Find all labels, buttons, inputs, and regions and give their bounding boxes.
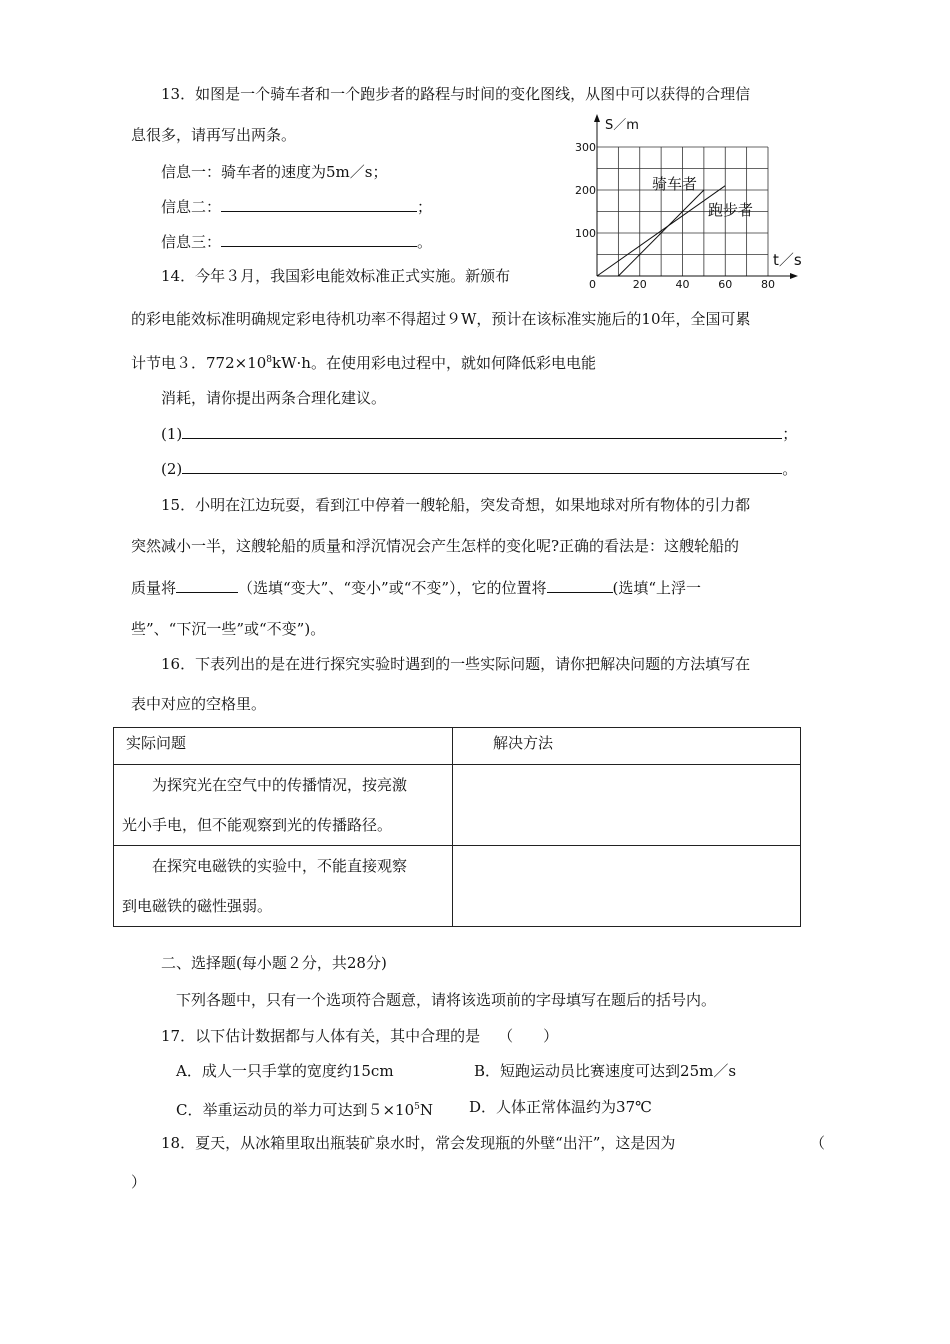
q17-option-b: B．短跑运动员比赛速度可达到25m／s	[474, 1062, 737, 1080]
problem-cell	[114, 765, 453, 846]
q18-stem: 18．夏天，从冰箱里取出瓶装矿泉水时，常会发现瓶的外壁“出汗”，这是因为	[161, 1134, 676, 1152]
y-tick-label: 100	[575, 227, 596, 240]
q15-line3-c: (选填“上浮一	[612, 579, 702, 597]
q13-info3-end: 。	[417, 233, 433, 251]
q13-info2-end: ；	[417, 198, 433, 216]
q13-info2-blank[interactable]	[221, 197, 417, 212]
q14-answer1	[161, 424, 797, 444]
series-label-cyclist: 骑车者	[652, 175, 698, 193]
q15-line3-a: 质量将	[131, 579, 177, 597]
q13-info2-label: 信息二：	[161, 198, 222, 216]
section2-title: 二、选择题(每小题２分，共28分)	[161, 954, 387, 972]
q16-table	[113, 727, 801, 927]
q15-line4: 些”、“下沉一些”或“不变”)。	[131, 620, 326, 638]
q16-line2: 表中对应的空格里。	[131, 695, 267, 713]
q15-blank-position[interactable]	[547, 578, 613, 593]
q14-answer2-label: (2)	[161, 460, 183, 478]
y-tick-label: 300	[575, 141, 596, 154]
solution-cell-2[interactable]	[453, 846, 801, 927]
q15-line3	[131, 578, 701, 598]
solution-cell-1[interactable]	[453, 765, 801, 846]
x-tick-label: 40	[675, 278, 690, 291]
header-solution-cell	[453, 728, 801, 765]
q13-line2: 息很多，请再写出两条。	[131, 126, 297, 144]
q14-answer1-label: (1)	[161, 425, 183, 443]
q17-option-c	[176, 1097, 433, 1120]
q13-info1: 信息一：骑车者的速度为5m／s；	[161, 163, 388, 181]
q17-option-d: D．人体正常体温约为37℃	[469, 1098, 652, 1116]
q14-line3-sup: 8	[266, 355, 273, 365]
q13-line1: 13．如图是一个骑车者和一个跑步者的路程与时间的变化图线，从图中可以获得的合理信	[161, 85, 751, 103]
q17-option-a: A．成人一只手掌的宽度约15cm	[176, 1062, 394, 1080]
q14-line2: 的彩电能效标准明确规定彩电待机功率不得超过９W，预计在该标准实施后的10年，全国可累	[131, 310, 751, 328]
q18-paren-open[interactable]: （	[810, 1134, 826, 1152]
problem-text-1b: 光小手电，但不能观察到光的传播路径。	[122, 816, 393, 834]
table-row	[114, 765, 801, 846]
series-label-runner: 跑步者	[708, 201, 754, 219]
q18-paren-close: ）	[131, 1173, 147, 1191]
section2-instruction: 下列各题中，只有一个选项符合题意，请将该选项前的字母填写在题后的括号内。	[176, 991, 717, 1009]
q14-answer2-blank[interactable]	[182, 459, 782, 474]
x-tick-label: 60	[718, 278, 733, 291]
distance-time-graph	[570, 112, 810, 294]
q13-info3	[161, 232, 432, 252]
problem-text-2a: 在探究电磁铁的实验中，不能直接观察	[152, 857, 408, 875]
q16-line1: 16．下表列出的是在进行探究实验时遇到的一些实际问题，请你把解决问题的方法填写在	[161, 655, 751, 673]
q17-option-c-sup: 5	[414, 1102, 420, 1112]
table-row	[114, 846, 801, 927]
q17-option-c-pre: C．举重运动员的举力可达到５×10	[176, 1101, 415, 1119]
q16-table-header	[114, 728, 801, 765]
y-axis-arrow-icon	[594, 114, 600, 122]
problem-cell	[114, 846, 453, 927]
q14-line4: 消耗，请你提出两条合理化建议。	[161, 389, 387, 407]
q15-line1: 15．小明在江边玩耍，看到江中停着一艘轮船，突发奇想，如果地球对所有物体的引力都	[161, 496, 751, 514]
x-tick-label: 20	[632, 278, 647, 291]
q15-blank-mass[interactable]	[176, 578, 238, 593]
q13-info3-label: 信息三：	[161, 233, 222, 251]
q15-line3-b: （选填“变大”、“变小”或“不变”），它的位置将	[238, 579, 547, 597]
q14-line1: 14．今年３月，我国彩电能效标准正式实施。新颁布	[161, 267, 511, 285]
q17-stem-text: 17．以下估计数据都与人体有关，其中合理的是	[161, 1027, 481, 1045]
q14-answer1-end: ；	[782, 425, 798, 443]
problem-text-2b: 到电磁铁的磁性强弱。	[122, 897, 273, 915]
x-tick-label: 0	[589, 278, 596, 291]
q15-line2: 突然减小一半，这艘轮船的质量和浮沉情况会产生怎样的变化呢?正确的看法是：这艘轮船的	[131, 537, 740, 555]
q13-info3-blank[interactable]	[221, 232, 417, 247]
x-axis-label: t／s	[773, 251, 802, 269]
x-tick-label: 80	[761, 278, 775, 291]
q17-option-c-post: N	[419, 1101, 433, 1119]
q13-info2	[161, 197, 432, 217]
q14-line3-post: kW·h。在使用彩电过程中，就如何降低彩电电能	[272, 354, 596, 372]
q14-answer2-end: 。	[782, 460, 798, 478]
header-problem: 实际问题	[126, 734, 187, 752]
problem-text-1a: 为探究光在空气中的传播情况，按亮激	[152, 776, 408, 794]
q14-answer1-blank[interactable]	[182, 424, 782, 439]
q14-line3	[131, 350, 596, 373]
q14-line3-pre: 计节电３．772×10	[131, 354, 267, 372]
q17-answer-paren[interactable]: （ ）	[498, 1027, 559, 1045]
header-solution: 解决方法	[493, 734, 554, 752]
header-problem-cell	[114, 728, 453, 765]
q14-answer2	[161, 459, 797, 479]
y-axis-label: S／m	[605, 118, 639, 133]
y-tick-label: 200	[575, 184, 596, 197]
q17-stem	[161, 1026, 558, 1046]
x-axis-arrow-icon	[790, 273, 798, 279]
